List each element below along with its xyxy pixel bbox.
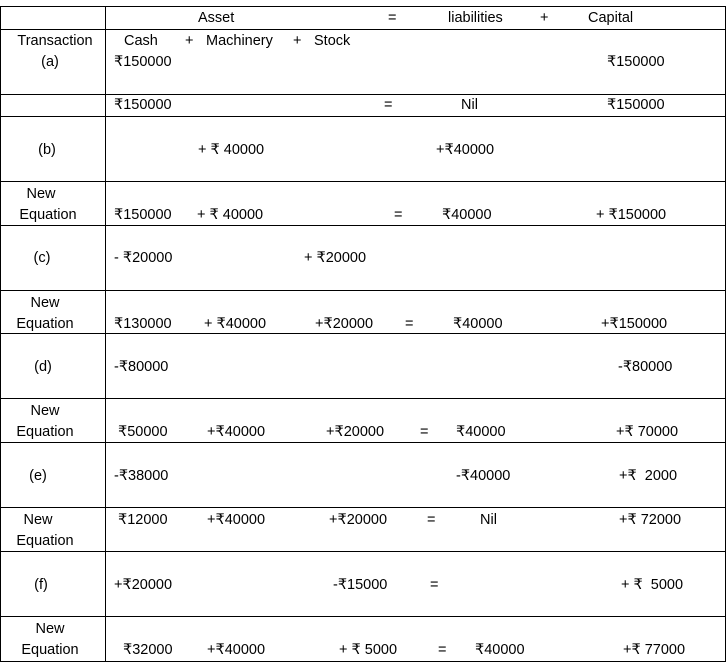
row-label-equation: Equation (21, 642, 79, 658)
header-cash: Cash (124, 33, 158, 49)
header-liabilities: liabilities (448, 10, 503, 26)
ne2-capital: +₹150000 (601, 316, 668, 332)
ne1-machinery: + ₹ 40000 (197, 207, 264, 223)
row-line (0, 181, 726, 182)
eq1-cash: ₹150000 (114, 97, 172, 113)
header-asset: Asset (198, 10, 235, 26)
header-capital: Capital (588, 10, 634, 26)
eq1-liabilities: Nil (461, 97, 478, 113)
ne4-cash: ₹12000 (118, 512, 168, 528)
row-line (0, 442, 726, 443)
ne2-machinery: + ₹40000 (204, 316, 267, 332)
ne4-machinery: +₹40000 (207, 512, 266, 528)
ne5-machinery: +₹40000 (207, 642, 266, 658)
ne5-equals: = (438, 642, 447, 658)
e-cash: -₹38000 (114, 468, 169, 484)
row-label-equation: Equation (16, 533, 74, 549)
header-plus-1: + (185, 33, 194, 49)
row-label-equation: Equation (19, 207, 77, 223)
header-stock: Stock (314, 33, 351, 49)
f-equals: = (430, 577, 439, 593)
row-line (0, 398, 726, 399)
cash-a: ₹150000 (114, 54, 172, 70)
row-line (0, 661, 726, 662)
ne2-cash: ₹130000 (114, 316, 172, 332)
e-liabilities: -₹40000 (456, 468, 511, 484)
row-label-new: New (23, 512, 53, 528)
ne1-cash: ₹150000 (114, 207, 172, 223)
ne5-liabilities: ₹40000 (475, 642, 525, 658)
ne3-stock: +₹20000 (326, 424, 385, 440)
row-line (0, 551, 726, 552)
ne1-liabilities: ₹40000 (442, 207, 492, 223)
row-line (0, 290, 726, 291)
header-transaction: Transaction (17, 33, 93, 49)
b-liabilities: +₹40000 (436, 142, 495, 158)
row-line (0, 6, 726, 7)
row-line (0, 94, 726, 95)
row-label-a: (a) (41, 54, 59, 70)
f-cash: +₹20000 (114, 577, 173, 593)
ne3-machinery: +₹40000 (207, 424, 266, 440)
f-stock: -₹15000 (333, 577, 388, 593)
ne1-capital: + ₹150000 (596, 207, 667, 223)
column-divider (105, 6, 106, 662)
ne4-equals: = (427, 512, 436, 528)
ne2-stock: +₹20000 (315, 316, 374, 332)
ne2-equals: = (405, 316, 414, 332)
ne3-liabilities: ₹40000 (456, 424, 506, 440)
ne4-capital: +₹ 72000 (619, 512, 682, 528)
ne3-cash: ₹50000 (118, 424, 168, 440)
c-cash: - ₹20000 (114, 250, 173, 266)
row-label-c: (c) (33, 250, 51, 266)
ne5-capital: +₹ 77000 (623, 642, 686, 658)
row-line (0, 116, 726, 117)
ne1-equals: = (394, 207, 403, 223)
row-line (0, 333, 726, 334)
row-label-e: (e) (29, 468, 47, 484)
ne5-stock: + ₹ 5000 (339, 642, 398, 658)
row-label-b: (b) (38, 142, 56, 158)
header-machinery: Machinery (206, 33, 273, 49)
border-left (0, 6, 1, 662)
header-plus-2: + (293, 33, 302, 49)
eq1-equals: = (384, 97, 393, 113)
f-capital: + ₹ 5000 (621, 577, 684, 593)
ne4-liabilities: Nil (480, 512, 497, 528)
e-capital: +₹ 2000 (619, 468, 678, 484)
row-label-new: New (26, 186, 56, 202)
d-cash: -₹80000 (114, 359, 169, 375)
row-label-equation: Equation (16, 316, 74, 332)
row-line (0, 616, 726, 617)
row-label-d: (d) (34, 359, 52, 375)
ne5-cash: ₹32000 (123, 642, 173, 658)
row-label-f: (f) (34, 577, 48, 593)
b-machinery: + ₹ 40000 (198, 142, 265, 158)
ne3-equals: = (420, 424, 429, 440)
eq1-capital: ₹150000 (607, 97, 665, 113)
row-line (0, 225, 726, 226)
capital-a: ₹150000 (607, 54, 665, 70)
ne4-stock: +₹20000 (329, 512, 388, 528)
header-plus: + (540, 10, 549, 26)
row-label-new: New (30, 403, 60, 419)
d-capital: -₹80000 (618, 359, 673, 375)
ne2-liabilities: ₹40000 (453, 316, 503, 332)
row-line (0, 29, 726, 30)
row-label-equation: Equation (16, 424, 74, 440)
row-label-new: New (30, 295, 60, 311)
row-label-new: New (35, 621, 65, 637)
c-stock: + ₹20000 (304, 250, 367, 266)
row-line (0, 507, 726, 508)
header-equals: = (388, 10, 397, 26)
border-right (725, 6, 726, 662)
ne3-capital: +₹ 70000 (616, 424, 679, 440)
